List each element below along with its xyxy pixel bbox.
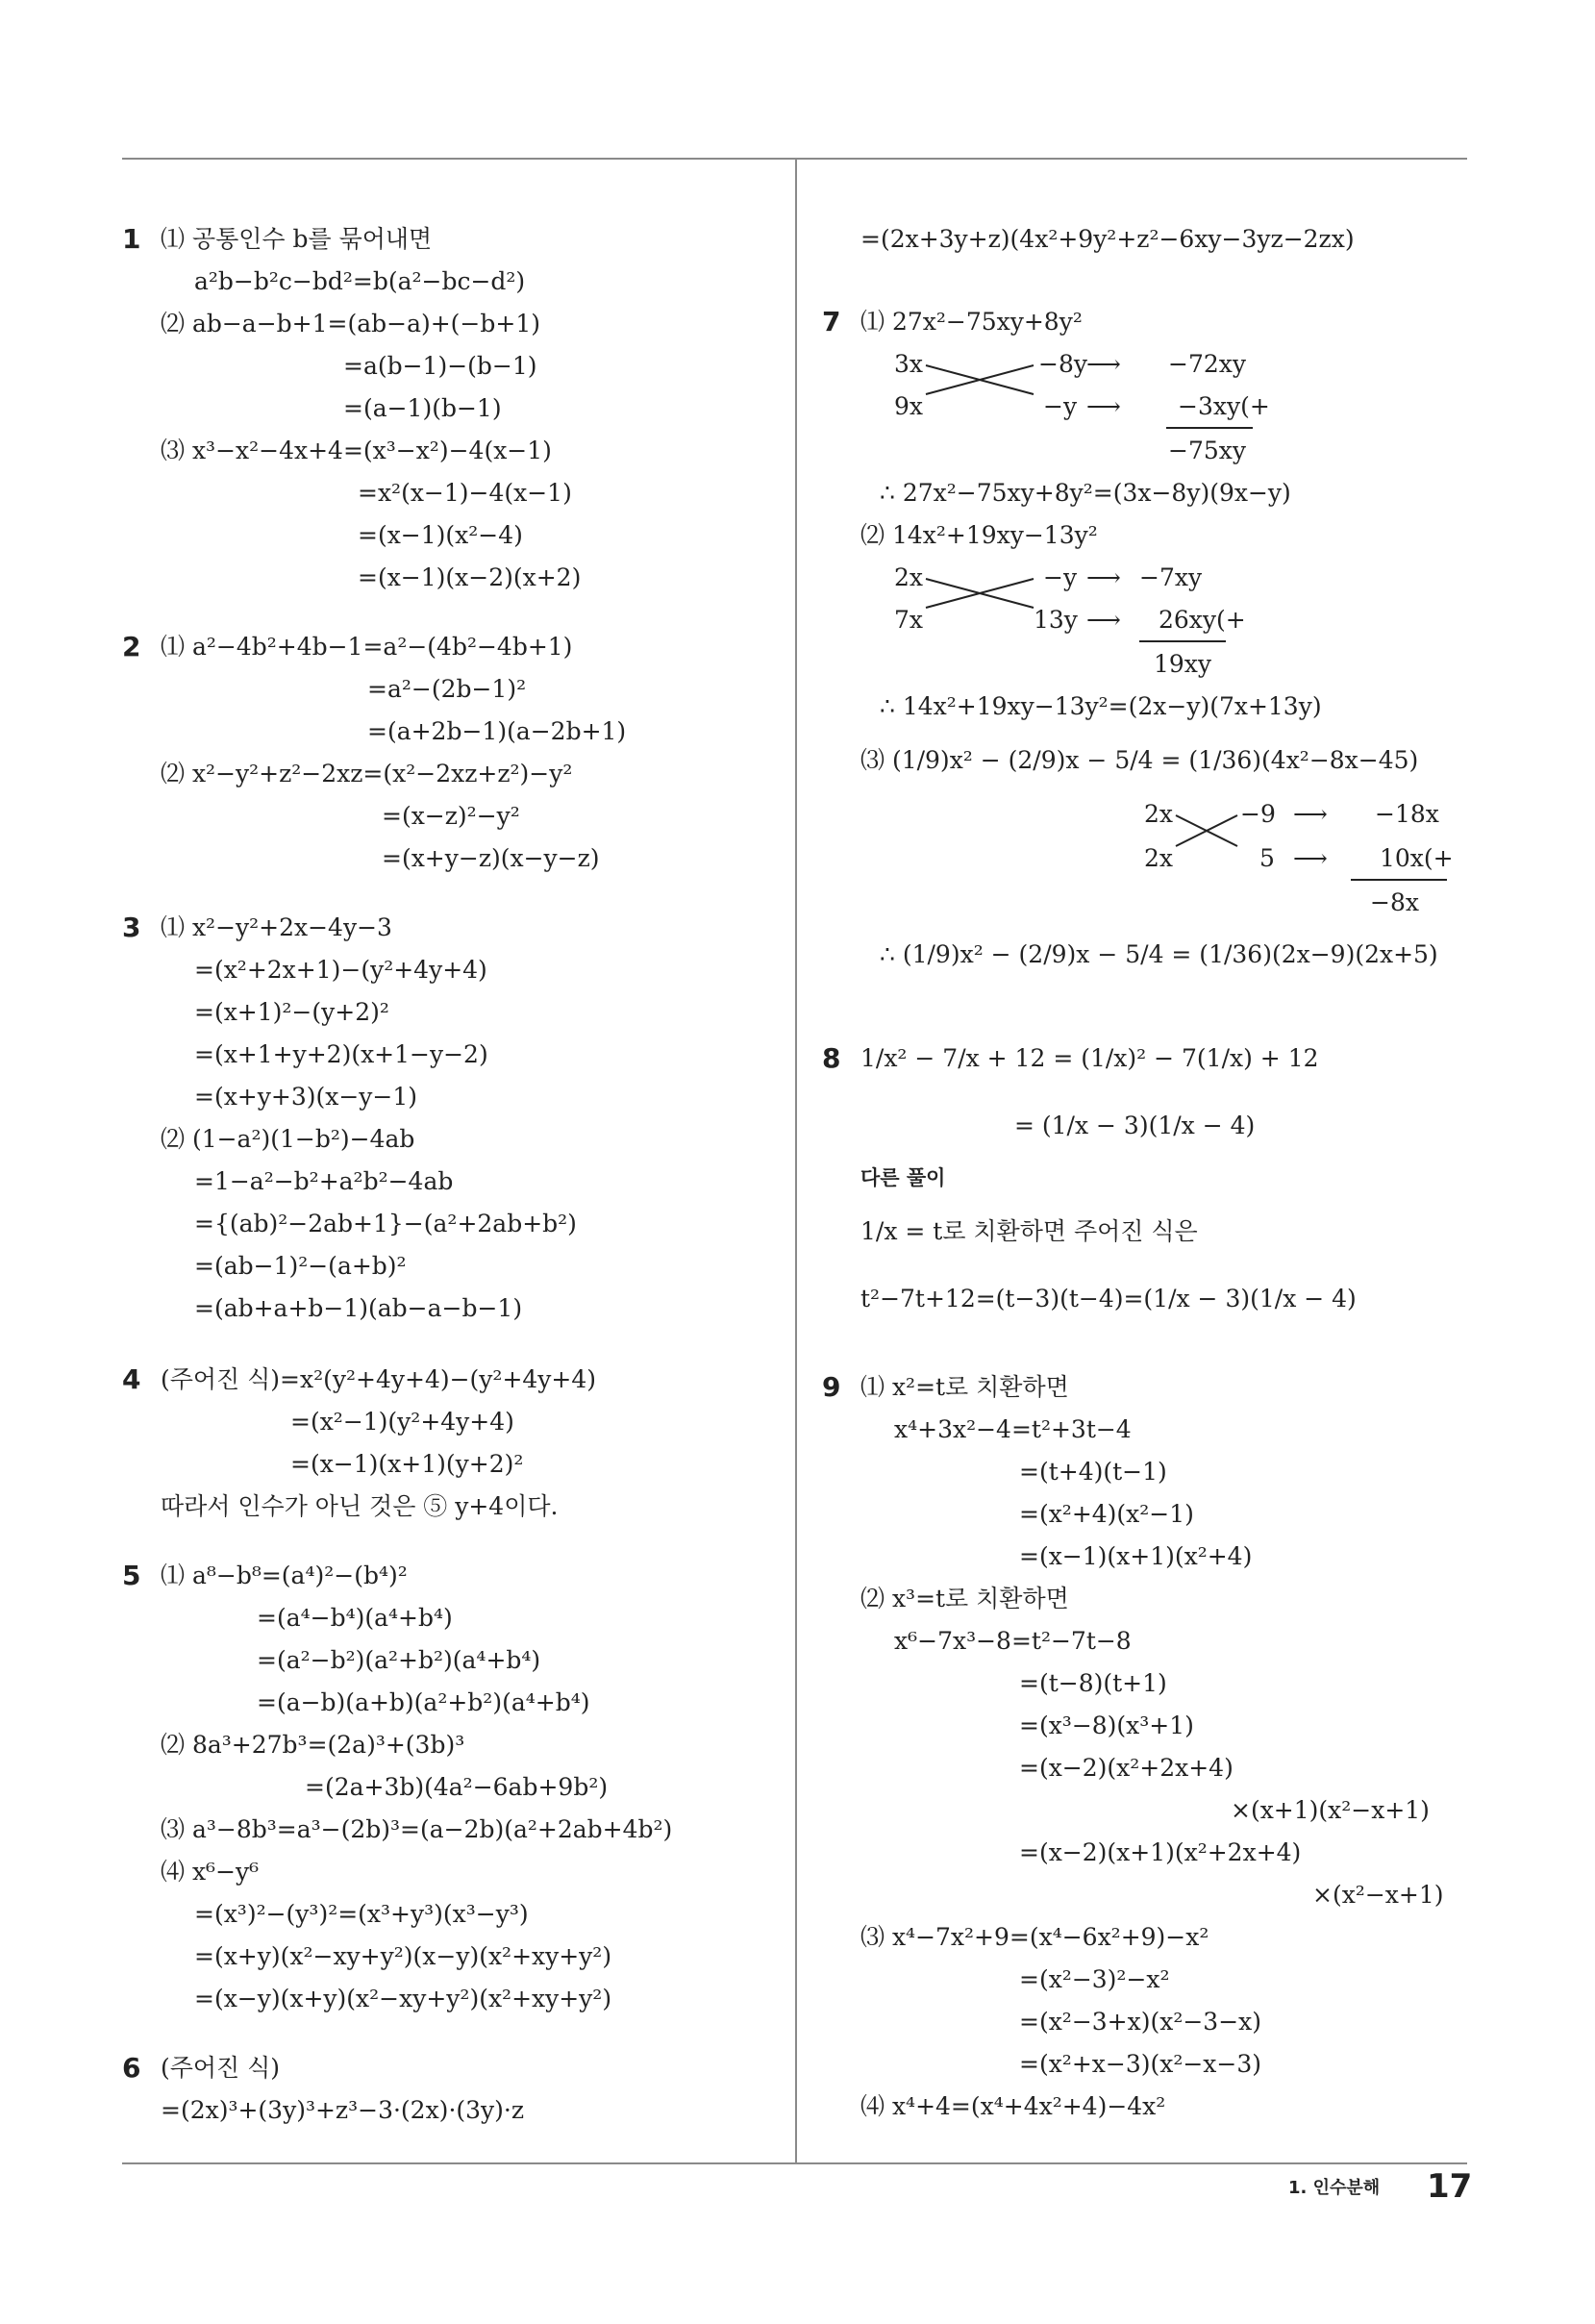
footer-section-label: 1. 인수분해 bbox=[1288, 2178, 1381, 2198]
solution-line: =(x−1)(x−2)(x+2) bbox=[358, 563, 582, 591]
cross-diagram-7-3 bbox=[1176, 798, 1243, 865]
solution-line: ⟶ bbox=[1293, 844, 1328, 872]
solution-line: =(x³)²−(y³)²=(x³+y³)(x³−y³) bbox=[194, 1900, 529, 1928]
solution-line: 2x bbox=[1144, 800, 1174, 828]
solution-line: ⑵ (1−a²)(1−b²)−4ab bbox=[161, 1125, 415, 1153]
solution-line: −3xy(+ bbox=[1178, 392, 1270, 420]
solution-line: x⁴+3x²−4=t²+3t−4 bbox=[894, 1415, 1132, 1443]
solution-line: a²b−b²c−bd²=b(a²−bc−d²) bbox=[194, 267, 526, 295]
solution-line: 1/x² − 7/x + 12 = (1/x)² − 7(1/x) + 12 bbox=[860, 1044, 1319, 1072]
solution-line: =a(b−1)−(b−1) bbox=[343, 352, 537, 380]
solution-line: (주어진 식) bbox=[161, 2054, 281, 2082]
solution-line: =a²−(2b−1)² bbox=[367, 675, 527, 703]
solution-line: 5 bbox=[1259, 844, 1275, 872]
solution-line: −9 bbox=[1240, 800, 1276, 828]
solution-line: ⑶ a³−8b³=a³−(2b)³=(a−2b)(a²+2ab+4b²) bbox=[161, 1815, 673, 1843]
solution-line: =(x−2)(x+1)(x²+2x+4) bbox=[1019, 1838, 1302, 1866]
solution-line: ⑴ a⁸−b⁸=(a⁴)²−(b⁴)² bbox=[161, 1562, 408, 1589]
solution-line: ⟶ bbox=[1086, 350, 1121, 378]
sum-line-7-1 bbox=[1166, 427, 1253, 429]
solution-line: =(x³−8)(x³+1) bbox=[1019, 1712, 1194, 1739]
solution-line: =(x−1)(x+1)(x²+4) bbox=[1019, 1542, 1253, 1570]
solution-line: ⑴ 공통인수 b를 묶어내면 bbox=[161, 225, 433, 253]
solution-line: =(x+1)²−(y+2)² bbox=[194, 998, 389, 1026]
solution-line: =(2a+3b)(4a²−6ab+9b²) bbox=[305, 1773, 609, 1801]
solution-line: ∴ 14x²+19xy−13y²=(2x−y)(7x+13y) bbox=[880, 692, 1322, 720]
solution-line: ⑵ x²−y²+z²−2xz=(x²−2xz+z²)−y² bbox=[161, 760, 573, 787]
solution-line: =(x²−3+x)(x²−3−x) bbox=[1019, 2008, 1262, 2036]
solution-line: −72xy bbox=[1168, 350, 1246, 378]
cross-diagram-7-1 bbox=[926, 348, 1041, 415]
solution-line: =(a+2b−1)(a−2b+1) bbox=[367, 717, 627, 745]
solution-line: ⑷ x⁴+4=(x⁴+4x²+4)−4x² bbox=[860, 2092, 1166, 2120]
problem-number: 2 bbox=[122, 631, 141, 662]
solution-line: =(x+y)(x²−xy+y²)(x−y)(x²+xy+y²) bbox=[194, 1942, 612, 1970]
solution-line: =(x−1)(x+1)(y+2)² bbox=[290, 1450, 524, 1478]
solution-line: ={(ab)²−2ab+1}−(a²+2ab+b²) bbox=[194, 1210, 577, 1237]
solution-line: =(x+y−z)(x−y−z) bbox=[382, 844, 600, 872]
solution-line: ⑴ a²−4b²+4b−1=a²−(4b²−4b+1) bbox=[161, 633, 573, 661]
solution-line: ⑶ (1/9)x² − (2/9)x − 5/4 = (1/36)(4x²−8x−45) bbox=[860, 746, 1419, 774]
solution-line: =(x−z)²−y² bbox=[382, 802, 520, 830]
solution-line: =(a⁴−b⁴)(a⁴+b⁴) bbox=[257, 1604, 453, 1632]
solution-line: =(2x+3y+z)(4x²+9y²+z²−6xy−3yz−2zx) bbox=[860, 225, 1355, 253]
solution-line: =1−a²−b²+a²b²−4ab bbox=[194, 1167, 454, 1195]
solution-line: =(x+1+y+2)(x+1−y−2) bbox=[194, 1040, 488, 1068]
solution-line: ⑶ x⁴−7x²+9=(x⁴−6x²+9)−x² bbox=[860, 1923, 1209, 1951]
solution-line: ⑵ ab−a−b+1=(ab−a)+(−b+1) bbox=[161, 310, 540, 337]
solution-line: ∴ (1/9)x² − (2/9)x − 5/4 = (1/36)(2x−9)(2x+5) bbox=[880, 940, 1438, 968]
problem-number: 8 bbox=[822, 1042, 841, 1074]
solution-line: =(x²+x−3)(x²−x−3) bbox=[1019, 2050, 1262, 2078]
solution-line: = (1/x − 3)(1/x − 4) bbox=[1014, 1112, 1256, 1139]
solution-line: ⑶ x³−x²−4x+4=(x³−x²)−4(x−1) bbox=[161, 437, 552, 464]
solution-line: 9x bbox=[894, 392, 924, 420]
solution-line: ⑵ 14x²+19xy−13y² bbox=[860, 521, 1098, 549]
solution-line: =(x²−1)(y²+4y+4) bbox=[290, 1408, 514, 1436]
footer-page-number: 17 bbox=[1427, 2167, 1473, 2206]
solution-line: ×(x²−x+1) bbox=[1312, 1881, 1444, 1909]
solution-line: −7xy bbox=[1139, 563, 1203, 591]
bottom-rule bbox=[122, 2162, 1467, 2164]
solution-line: 3x bbox=[894, 350, 924, 378]
solution-line: =(x²+2x+1)−(y²+4y+4) bbox=[194, 956, 487, 984]
problem-number: 1 bbox=[122, 223, 141, 255]
solution-line: =(ab+a+b−1)(ab−a−b−1) bbox=[194, 1294, 523, 1322]
solution-line: 13y bbox=[1034, 606, 1078, 634]
cross-diagram-7-2 bbox=[926, 562, 1041, 629]
solution-line: ∴ 27x²−75xy+8y²=(3x−8y)(9x−y) bbox=[880, 479, 1291, 507]
solution-line: =(x²−3)²−x² bbox=[1019, 1965, 1170, 1993]
solution-line: =(a−b)(a+b)(a²+b²)(a⁴+b⁴) bbox=[257, 1688, 590, 1716]
solution-line: ⑵ x³=t로 치환하면 bbox=[860, 1585, 1069, 1612]
solution-line: −8y bbox=[1038, 350, 1087, 378]
solution-line: =(ab−1)²−(a+b)² bbox=[194, 1252, 407, 1280]
problem-number: 5 bbox=[122, 1560, 141, 1591]
solution-line: x⁶−7x³−8=t²−7t−8 bbox=[894, 1627, 1132, 1655]
solution-line: 2x bbox=[894, 563, 924, 591]
solution-line: 1/x = t로 치환하면 주어진 식은 bbox=[860, 1217, 1198, 1245]
alt-solution-label: 다른 풀이 bbox=[860, 1166, 946, 1189]
sum-line-7-3 bbox=[1351, 879, 1447, 881]
problem-number: 9 bbox=[822, 1371, 841, 1403]
problem-number: 7 bbox=[822, 306, 841, 337]
solution-line: −18x bbox=[1375, 800, 1439, 828]
solution-line: =(x−2)(x²+2x+4) bbox=[1019, 1754, 1234, 1782]
problem-number: 4 bbox=[122, 1363, 141, 1395]
solution-line: 10x(+ bbox=[1380, 844, 1454, 872]
solution-line: =(t+4)(t−1) bbox=[1019, 1458, 1167, 1486]
solution-line: =(x+y+3)(x−y−1) bbox=[194, 1083, 418, 1111]
problem-number: 3 bbox=[122, 912, 141, 943]
solution-line: =(x−1)(x²−4) bbox=[358, 521, 523, 549]
solution-line: 2x bbox=[1144, 844, 1174, 872]
solution-line: 26xy(+ bbox=[1159, 606, 1246, 634]
sum-line-7-2 bbox=[1139, 640, 1226, 642]
solution-line: ⑴ x²=t로 치환하면 bbox=[860, 1373, 1069, 1401]
solution-line: =(2x)³+(3y)³+z³−3·(2x)·(3y)·z bbox=[161, 2096, 525, 2124]
solution-line: 따라서 인수가 아닌 것은 ⑤ y+4이다. bbox=[161, 1492, 559, 1520]
column-divider bbox=[795, 159, 797, 2163]
solution-line: ⟶ bbox=[1086, 392, 1121, 420]
solution-line: =(t−8)(t+1) bbox=[1019, 1669, 1167, 1697]
solution-line: =(x²+4)(x²−1) bbox=[1019, 1500, 1194, 1528]
solution-line: ⑷ x⁶−y⁶ bbox=[161, 1858, 260, 1886]
solution-line: ⟶ bbox=[1293, 800, 1328, 828]
solution-line: =(x−y)(x+y)(x²−xy+y²)(x²+xy+y²) bbox=[194, 1985, 612, 2012]
solution-line: ⟶ bbox=[1086, 606, 1121, 634]
solution-line: 19xy bbox=[1154, 650, 1212, 678]
solution-line: ⟶ bbox=[1086, 563, 1121, 591]
solution-line: ⑴ x²−y²+2x−4y−3 bbox=[161, 913, 392, 941]
solution-line: ⑴ 27x²−75xy+8y² bbox=[860, 308, 1083, 336]
solution-line: 7x bbox=[894, 606, 924, 634]
solution-line: =x²(x−1)−4(x−1) bbox=[358, 479, 572, 507]
problem-number: 6 bbox=[122, 2052, 141, 2084]
solution-line: ×(x+1)(x²−x+1) bbox=[1231, 1796, 1430, 1824]
solution-line: −y bbox=[1043, 563, 1078, 591]
solution-line: (주어진 식)=x²(y²+4y+4)−(y²+4y+4) bbox=[161, 1365, 597, 1393]
solution-line: ⑵ 8a³+27b³=(2a)³+(3b)³ bbox=[161, 1731, 465, 1759]
solution-line: −y bbox=[1043, 392, 1078, 420]
solution-line: −8x bbox=[1370, 888, 1419, 916]
solution-line: =(a²−b²)(a²+b²)(a⁴+b⁴) bbox=[257, 1646, 541, 1674]
solution-line: =(a−1)(b−1) bbox=[343, 394, 502, 422]
solution-line: −75xy bbox=[1168, 437, 1246, 464]
solution-line: t²−7t+12=(t−3)(t−4)=(1/x − 3)(1/x − 4) bbox=[860, 1285, 1357, 1312]
